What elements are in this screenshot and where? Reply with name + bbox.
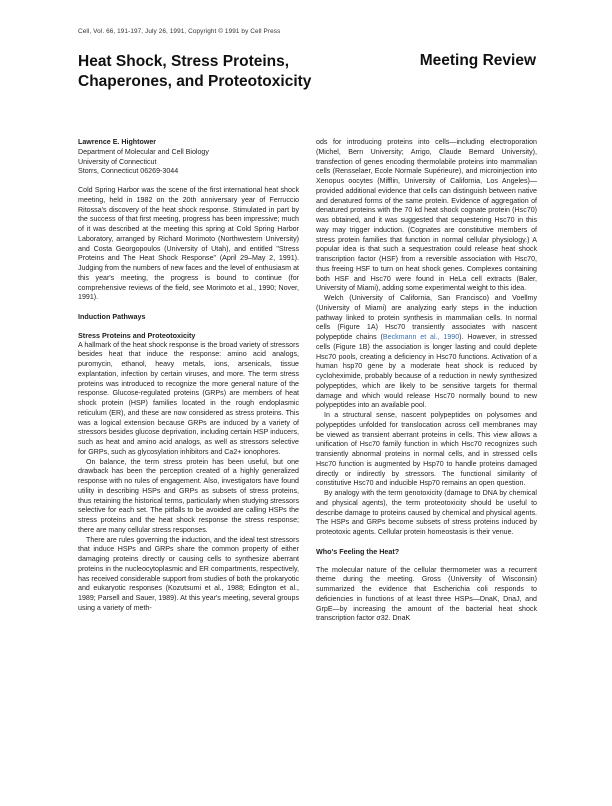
paragraph-right-5: The molecular nature of the cellular thermometer was a recurrent theme during the meeting. Gross (University of Wisconsin) summarized the evidence that Escherichia coli responds to deficiencies in functions of at least three HSPs—DnaK, DnaJ, and GrpE—by increasing the amount of the bacterial heat shock transcription factor σ32. DnaK — [316, 565, 537, 623]
right-column — [316, 138, 537, 624]
heading-whos-feeling-heat: Who's Feeling the Heat? — [316, 546, 400, 556]
author-department: Department of Molecular and Cell Biology — [78, 147, 209, 156]
author-location: Storrs, Connecticut 06269-3044 — [78, 167, 179, 176]
paragraph-right-4: By analogy with the term genotoxicity (damage to DNA by chemical and physical agents), the term proteotoxicity should be useful to describe damage to proteins caused by chemical and physical agents. The HSPs and GRPs become subsets of stress proteins induced by proteotoxic agents. Cellular protein homeostasis is their venue. — [316, 489, 537, 536]
paragraph-right-3: In a structural sense, nascent polypeptides on polysomes and polypeptides unfolded for translocation across cell membranes may be viewed as transient aberrant proteins in cells. This view allows a unification of Hsc70 family function in which Hsc70 recognizes such transiently abnormal proteins in normal cells, and in stressed cells Hsc70 function is augmented by Hsp70 to handle proteins damaged directly or indirectly by stressors. The functional similarity of constitutive Hsc70 and inducible Hsp70 remains an open question. — [316, 411, 537, 488]
author-university: University of Connecticut — [78, 157, 157, 166]
paragraph-right-1: ods for introducing proteins into cells—including electroporation (Michel, Bern University; Arrigo, Claude Bernard University), transfection of genes encoding thermolabile proteins into mammalian cells (Rensselaer, Ecole Normale Supérieure), and microinjection into Xenopus oocytes (Mifflin, University of California, Los Angeles)—provided additional evidence that cells can distinguish between native and denatured forms of the same protein. Evidence of aggregation of denatured proteins with the 70 kd heat shock cognate protein (Hsc70) was obtained, and it was suggested that sequestering Hsc70 in this way may trigger induction. (Cognates are constitutive members of stress protein families that function in normal cellular physiology.) A popular idea is that such a sequestration could release heat shock transcription factor (HSF) from a reversible association with Hsc70, thus freeing HSF to turn on heat shock genes. Complexes containing both HSF and Hsc70 were found in HeLa cell extracts (Baler, University of Miami), adding some experimental weight to this idea. — [316, 138, 537, 293]
left-column — [78, 138, 299, 614]
citation-link[interactable]: Beckmann et al., 1990 — [382, 333, 460, 341]
paragraph-right-2-text-a: Welch (University of California, San Francisco) and Voellmy (University of Miami) are analyzing early steps in the induction pathway linked to protein synthesis in mammalian cells. In normal cells (Figure 1A) Hsc70 transiently associates with nascent polypeptide chains ( — [316, 294, 537, 341]
article-title-line-2: Chaperones, and Proteotoxicity — [78, 73, 312, 90]
paragraph-left-3: There are rules governing the induction, and the ideal test stressors that induce HSPs and GRPs share the common property of either damaging proteins directly or causing cells to synthesize aberrant proteins in the nucleocytoplasmic and ER compartments, respectively, has received considerable support from studies of both the prokaryotic and eukaryotic responses (Kozutsumi et al., 1988; Edington et al., 1989; Parsell and Sauer, 1989). At this year's meeting, several groups using a variety of meth- — [78, 535, 299, 612]
paragraph-left-1: A hallmark of the heat shock response is the broad variety of stressors besides heat that induce the response: amino acid analogs, puromycin, ethanol, heavy metals, ions, arsenicals, tissue explantation, infection by certain viruses, and more. The term stress proteins was introduced to recognize the more general nature of the response. Glucose-regulated proteins (GRPs) are members of heat shock protein (HSP) families located in the rough endoplasmic reticulum (ER), and these are now considered as stress proteins. This was a logical extension because GRPs are induced by a variety of stressors besides glucose deprivation, including certain HSP inducers, such as heat and amino acid analogs, as well as stressors selective for GRPs, such as glycosylation inhibitors and Ca2+ ionophores. — [78, 340, 299, 456]
section-label: Meeting Review — [419, 52, 536, 69]
subheading-stress-proteins: Stress Proteins and Proteotoxicity — [78, 330, 196, 340]
paragraph-right-2-text-b: ). However, in stressed cells (Figure 1B) the association is longer lasting and could deplete Hsc70 pools, creating a deficiency in Hsc70 functions. Activation of a human hsp70 gene by a moderate heat shock is reduced by cycloheximide, probably because of a reduction in newly synthesized polypeptides, which are likely to be sensitive targets for thermal damage and which would release Hsc70 normally bound to new polypeptides into an available pool. — [316, 333, 537, 410]
intro-paragraph: Cold Spring Harbor was the scene of the first international heat shock meeting, held in 1982 on the 20th anniversary year of Ferruccio Ritossa's discovery of the heat shock response. Stimulated in part by the success of that first meeting, progress has been impressive; much of it was described at the meeting this spring at Cold Spring Harbor Laboratory, arranged by Richard Morimoto (Northwestern University) and Costa Georgopoulos (University of Utah), and entitled "Stress Proteins and The Heat Shock Response" (April 29–May 2, 1991). Judging from the numbers of new faces and the level of enthusiasm at this year's meeting, the progress is bound to continue (for comprehensive reviews of the field, see Morimoto et al., 1990; Nover, 1991). — [78, 186, 299, 302]
heading-induction-pathways: Induction Pathways — [78, 312, 146, 321]
article-title-line-1: Heat Shock, Stress Proteins, — [78, 53, 290, 70]
paragraph-right-2 — [316, 294, 537, 411]
paragraph-left-2: On balance, the term stress protein has been useful, but one drawback has been the perception created of a highly generalized response with no rules of engagement. Also, investigators have found utility in describing HSPs and GRPs as subsets of stress proteins, thus retaining the historical terms, particularly when studying stressors selective for each set. The pitfalls to be avoided are calling HSPs the stress proteins and the heat shock response the stress response; there are many cellular stress responses. — [78, 457, 299, 534]
author-block — [78, 138, 299, 177]
author-name: Lawrence E. Hightower — [78, 138, 157, 146]
journal-citation: Cell, Vol. 66, 191-197, July 26, 1991, Copyright © 1991 by Cell Press — [78, 28, 281, 35]
article-title — [78, 52, 348, 92]
